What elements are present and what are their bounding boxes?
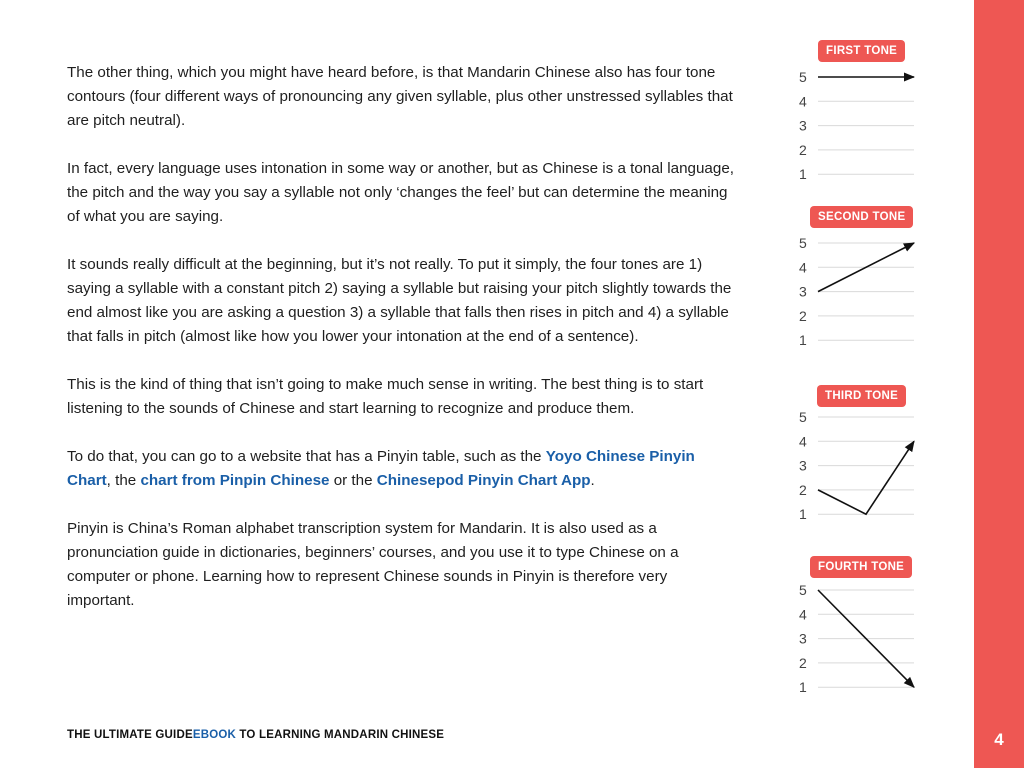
y-tick-label: 3: [799, 283, 807, 300]
y-tick-label: 4: [799, 606, 807, 623]
y-tick-label: 4: [799, 433, 807, 450]
paragraph: [67, 253, 737, 349]
tone-chart-fourth: [780, 573, 930, 703]
tone-chart-second: [780, 226, 930, 356]
y-tick-label: 5: [799, 69, 807, 85]
footer-part-3: TO LEARNING MANDARIN CHINESE: [236, 729, 445, 741]
footer-part-1: THE ULTIMATE GUIDE: [67, 729, 193, 741]
y-tick-label: 2: [799, 654, 807, 671]
body-text: [67, 61, 737, 637]
y-tick-label: 2: [799, 141, 807, 158]
inline-link[interactable]: Yoyo Chinese Pinyin Chart: [67, 448, 695, 489]
paragraph: [67, 517, 737, 613]
inline-link[interactable]: chart from Pinpin Chinese: [140, 472, 330, 489]
paragraph-text: To do that, you can go to a website that has a Pinyin table, such as the: [67, 448, 546, 465]
paragraph-text: This is the kind of thing that isn’t going to make much sense in writing. The best thing is to start listening to the sounds of Chinese and start learning to recognize and produce them.: [67, 376, 704, 417]
paragraph-text: .: [590, 472, 595, 489]
y-tick-label: 3: [799, 630, 807, 647]
y-tick-label: 4: [799, 259, 807, 276]
paragraph: [67, 61, 737, 133]
y-tick-label: 5: [799, 409, 807, 425]
tone-chart-third: [780, 400, 930, 530]
paragraph: [67, 445, 737, 493]
paragraph-text: or the: [329, 472, 377, 489]
tone-contour-line: [818, 441, 914, 514]
footer-part-accent: EBOOK: [192, 729, 237, 741]
paragraph: [67, 157, 737, 229]
y-tick-label: 2: [799, 481, 807, 498]
y-tick-label: 5: [799, 235, 807, 251]
tone-badge-first: FIRST TONE: [818, 40, 905, 62]
y-tick-label: 4: [799, 93, 807, 110]
paragraph-text: , the: [106, 472, 141, 489]
page-number: 4: [994, 730, 1004, 749]
footer-title: [67, 729, 444, 741]
tone-chart-first: [780, 60, 930, 190]
y-tick-label: 2: [799, 307, 807, 324]
inline-link[interactable]: Chinesepod Pinyin Chart App: [376, 472, 591, 489]
paragraph-text: Pinyin is China’s Roman alphabet transcription system for Mandarin. It is also used as a pronunciation guide in dictionaries, beginners’ courses, and you use it to type Chinese on a computer or phone. Learning how to represent Chinese sounds in Pinyin is therefore very important.: [67, 520, 679, 609]
y-tick-label: 5: [799, 582, 807, 598]
y-tick-label: 1: [799, 332, 807, 349]
paragraph: [67, 373, 737, 421]
y-tick-label: 1: [799, 166, 807, 183]
tone-badge-third: THIRD TONE: [817, 385, 906, 407]
y-tick-label: 3: [799, 117, 807, 134]
y-tick-label: 1: [799, 679, 807, 696]
tone-badge-fourth: FOURTH TONE: [810, 556, 912, 578]
sidebar-accent-bar: [974, 0, 1024, 768]
y-tick-label: 3: [799, 457, 807, 474]
tone-badge-second: SECOND TONE: [810, 206, 913, 228]
y-tick-label: 1: [799, 506, 807, 523]
paragraph-text: The other thing, which you might have heard before, is that Mandarin Chinese also has four tone contours (four different ways of pronouncing any given syllable, plus other unstressed syllables that are pitch neutral).: [67, 64, 733, 129]
paragraph-text: It sounds really difficult at the beginning, but it’s not really. To put it simply, the four tones are 1) saying a syllable with a constant pitch 2) saying a syllable but raising your pitch slightly towards the end almost like you are asking a question 3) a syllable that falls then rises in pitch and 4) a syllable that falls in pitch (almost like how you lower your intonation at the end of a sentence).: [67, 256, 732, 345]
paragraph-text: In fact, every language uses intonation in some way or another, but as Chinese is a tonal language, the pitch and the way you say a syllable not only ‘changes the feel’ but can determine the meaning of what you are saying.: [67, 160, 734, 225]
